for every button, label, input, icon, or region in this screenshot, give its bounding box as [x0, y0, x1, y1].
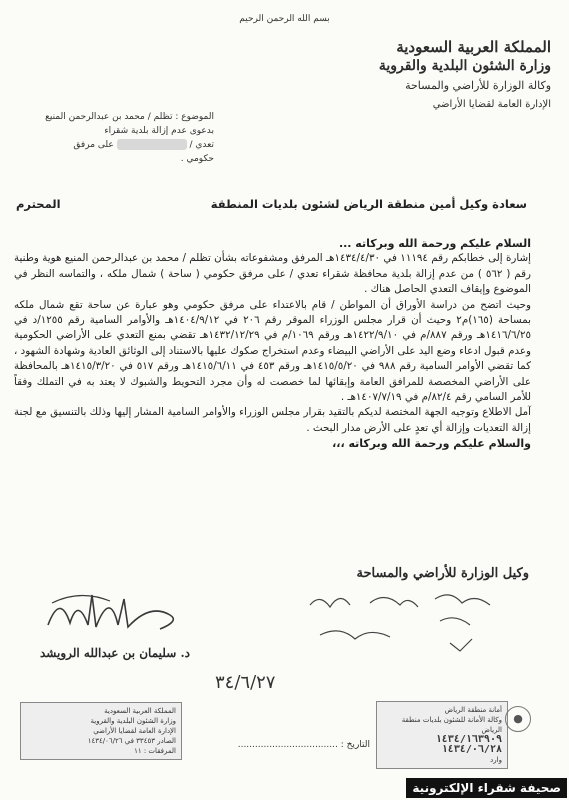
paragraph-findings: وحيث اتضح من دراسة الأوراق أن المواطن / قام بالاعتداء على مرفق حكومي وهو عبارة عن ساحة تقع شمال ملكه بمساحة (١٦٥)م٢ وحيث أن قرار مجلس الوزراء الموقر رقم ٢٠٦ في ١٤٠٤/٩/١٢هـ والأوامر السامية رقم ١٢٥٥/د في ١٤١٦/٦/٢٥هـ ورقم ٨٨٧/م في ١٤٢٢/٩/١٠هـ ورقم ١٠٦٩/م في ١٤٣٢/١٢/٢٩هـ تقضي بمنع التعدي على الأراضي الحكومية وعدم قبول ادعاء وضع اليد على الأراضي البيضاء وعدم استخراج صكوك عليها بالاستناد إلى الوثائق العادية وشهادة الشهود ، كما تقضي الأوامر السامية رقم ٩٨٨ في ١٤١٥/٥/٢٠هـ ورقم ٤٥٣ في ١٤١٥/٦/١١هـ ورقم ٥١٧ في ١٤١٥/٣/٢٠هـ بالمحافظة على الأراضي المخصصة للمرافق العامة وإبقائها لما خصصت له وأن مجرد التحويط والشبوك لا يعتد به في التملك وفقاً للأمر السامي رقم ٨٢/٤/م في ١٤٠٧/٧/١٩هـ . — [14, 298, 532, 404]
addressee — [16, 197, 527, 211]
stamp-date: ١٤٣٤/٠٦/٢٨ — [441, 744, 502, 755]
stamp-line: المرفقات : ١١ — [134, 747, 176, 755]
source-watermark: صحيفة شقراء الإلكترونية — [406, 778, 567, 798]
paragraph-request: آمل الاطلاع وتوجيه الجهة المختصة لديكم بالتقيد بقرار مجلس الوزراء والأوامر السامية المشار إليها وذلك بالتنسيق مع لجنة إزالة التعديات وإزالة أي تعدٍ على الأرض مدار البحث . — [14, 406, 531, 434]
stamp-line: أمانة منطقة الرياض — [444, 706, 502, 714]
seal-icon: ● — [505, 706, 531, 732]
ministry-name: وزارة الشئون البلدية والقروية — [378, 58, 551, 74]
subject-block — [14, 110, 214, 166]
redacted-name — [117, 139, 187, 150]
paragraph-reference: إشارة إلى خطابكم رقم ١١١٩٤ في ١٤٣٤/٤/٣٠هـ المرفق ومشفوعاته بشأن تظلم / محمد بن عبدالرحمن المنيع هوية وطنية رقم ( ٥٦٢ ) من عدم إزالة بلدية محافظة شقراء تعدي / على مرفق حكومي ( ساحة ) شمال ملكه ، والتماسه النظر في الموضوع وإيقاف التعدي الحاصل هناك . — [14, 252, 532, 296]
letter-body — [14, 236, 531, 452]
stamp-line: المملكة العربية السعودية — [104, 707, 176, 715]
handwritten-date: ٣٤/٦/٢٧ — [215, 672, 276, 693]
closing: والسلام عليكم ورحمة الله وبركاته ،،، — [332, 437, 531, 451]
basmala: بسم الله الرحمن الرحيم — [239, 14, 330, 24]
subject-line-1: الموضوع : تظلم / محمد بن عبدالرحمن المنيع — [45, 112, 214, 122]
subject-line-3 — [14, 138, 214, 152]
subject-facility-label: على مرفق — [73, 140, 114, 150]
stamp-line: الصادر ٣٣٤٥٣ في ١٤٣٤/٠٦/٢٦ — [87, 737, 176, 745]
addressee-honorific: المحترم — [16, 197, 61, 211]
subject-line-2: بدعوى عدم إزالة بلدية شقراء — [104, 126, 214, 136]
stamp-line: وارد — [490, 756, 502, 764]
signatory-title: وكيل الوزارة للأراضي والمساحة — [356, 566, 529, 581]
stamp-line: وزارة الشئون البلدية والقروية — [90, 717, 176, 725]
signatory-name: د. سليمان بن عبدالله الرويشد — [40, 646, 190, 660]
outgoing-stamp — [20, 702, 182, 760]
handwritten-signature — [40, 585, 190, 645]
greeting: السلام عليكم ورحمة الله وبركاته ... — [338, 237, 531, 250]
handwritten-initials — [300, 585, 500, 660]
date-field: التاريخ : ................................... — [237, 740, 370, 750]
stamp-number: ١٤٣٤/١٦٣٩٠٩ — [435, 734, 502, 745]
letterhead — [321, 38, 551, 114]
stamp-line: وكالة الأمانة للشئون بلديات منطقة الرياض — [401, 716, 502, 734]
department-name: الإدارة العامة لقضايا الأراضي — [432, 99, 551, 110]
subject-encroachment-label: تعدي / — [189, 140, 214, 150]
agency-name: وكالة الوزارة للأراضي والمساحة — [405, 79, 551, 92]
date-label: التاريخ : — [340, 740, 370, 750]
addressee-title: سعادة وكيل أمين منطقة الرياض لشئون بلديات المنطقة — [210, 197, 527, 211]
subject-line-4: حكومي . — [180, 154, 214, 164]
stamp-line: الإدارة العامة لقضايا الأراضي — [93, 727, 176, 735]
kingdom-name: المملكة العربية السعودية — [396, 38, 551, 56]
incoming-stamp — [376, 701, 508, 769]
